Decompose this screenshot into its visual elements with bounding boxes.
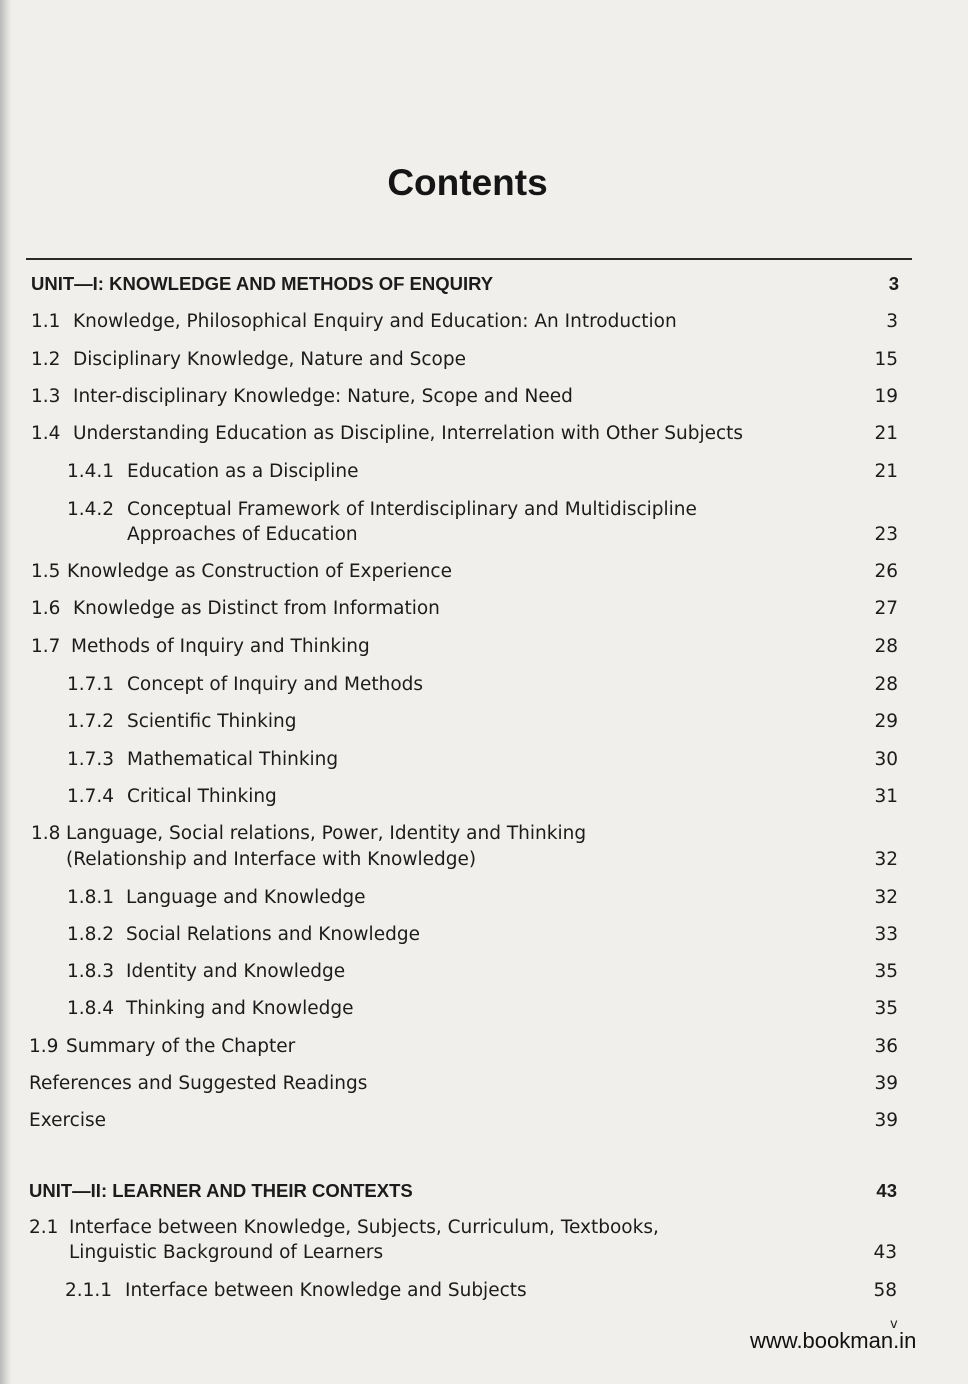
entry-title: Interface between Knowledge, Subjects, Curriculum, Textbooks, [69,1217,659,1238]
entry-title: Critical Thinking [127,786,277,807]
unit-page: 43 [876,1180,897,1201]
entry-page: 19 [874,386,898,407]
entry-number: 1.7 [31,636,61,657]
entry-page: 35 [874,998,898,1019]
entry-title: Summary of the Chapter [66,1036,296,1057]
entry-number: 1.5 [31,561,61,582]
entry-page: 15 [874,349,898,370]
entry-title: Interface between Knowledge and Subjects [125,1280,527,1301]
entry-page: 32 [874,887,898,908]
entry-title-continued: Approaches of Education [127,524,358,545]
entry-page: 28 [874,636,898,657]
entry-number: 2.1.1 [65,1280,113,1301]
unit-title: UNIT—I: KNOWLEDGE AND METHODS OF ENQUIRY [31,273,494,294]
unit-page: 3 [888,273,899,294]
entry-page: 30 [874,749,898,770]
entry-number: 1.1 [31,311,61,332]
entry-title: Understanding Education as Discipline, Interrelation with Other Subjects [73,423,744,444]
entry-title: Methods of Inquiry and Thinking [71,636,370,657]
entry-page: 3 [886,311,898,332]
entry-title: Social Relations and Knowledge [126,924,420,945]
unit-title: UNIT—II: LEARNER AND THEIR CONTEXTS [29,1180,413,1201]
entry-page: 43 [873,1242,897,1263]
entry-title: Thinking and Knowledge [126,998,354,1019]
entry-title: Identity and Knowledge [126,961,346,982]
entry-page: 58 [873,1280,897,1301]
entry-page: 36 [874,1036,898,1057]
entry-number: 1.4.1 [67,461,115,482]
page-title: Contents [387,162,548,203]
entry-number: 1.8 [31,823,61,844]
entry-number: 1.7.1 [67,674,115,695]
entry-title: Language, Social relations, Power, Identity and Thinking [66,823,587,844]
entry-page: 39 [874,1073,898,1094]
entry-title: Disciplinary Knowledge, Nature and Scope [73,349,466,370]
entry-number: 1.4.2 [67,499,115,520]
entry-number: 1.3 [31,386,61,407]
entry-number: 2.1 [29,1217,59,1238]
entry-title: Exercise [29,1110,106,1131]
entry-title: Conceptual Framework of Interdisciplinary and Multidiscipline [127,499,697,520]
entry-number: 1.8.1 [67,887,115,908]
entry-number: 1.7.3 [67,749,115,770]
entry-number: 1.8.2 [67,924,115,945]
entry-page: 31 [874,786,898,807]
entry-title: Concept of Inquiry and Methods [127,674,424,695]
page-numeral: v [890,1317,898,1332]
entry-title: Knowledge as Distinct from Information [73,598,440,619]
entry-title: Mathematical Thinking [127,749,339,770]
entry-title: Inter-disciplinary Knowledge: Nature, Scope and Need [73,386,573,407]
entry-page: 27 [874,598,898,619]
entry-title-continued: Linguistic Background of Learners [69,1242,384,1263]
entry-title: Scientific Thinking [127,711,297,732]
entry-title: References and Suggested Readings [29,1073,368,1094]
entry-number: 1.8.4 [67,998,115,1019]
entry-page: 21 [874,461,898,482]
entry-number: 1.4 [31,423,61,444]
entry-page: 32 [874,849,898,870]
entry-page: 26 [874,561,898,582]
entry-page: 33 [874,924,898,945]
entry-title: Education as a Discipline [127,461,359,482]
website-link[interactable]: www.bookman.in [750,1328,917,1353]
entry-number: 1.2 [31,349,61,370]
entry-title: Language and Knowledge [126,887,366,908]
entry-number: 1.8.3 [67,961,115,982]
entry-page: 29 [874,711,898,732]
entry-page: 21 [874,423,898,444]
entry-number: 1.9 [29,1036,59,1057]
entry-title: Knowledge as Construction of Experience [67,561,452,582]
entry-page: 28 [874,674,898,695]
entry-number: 1.7.4 [67,786,115,807]
entry-number: 1.6 [31,598,61,619]
entry-page: 23 [874,524,898,545]
entry-page: 39 [874,1110,898,1131]
page-binding-edge [0,0,12,1384]
entry-page: 35 [874,961,898,982]
title-divider [26,258,912,260]
entry-number: 1.7.2 [67,711,115,732]
entry-title-continued: (Relationship and Interface with Knowledge) [66,849,477,870]
entry-title: Knowledge, Philosophical Enquiry and Education: An Introduction [73,311,677,332]
